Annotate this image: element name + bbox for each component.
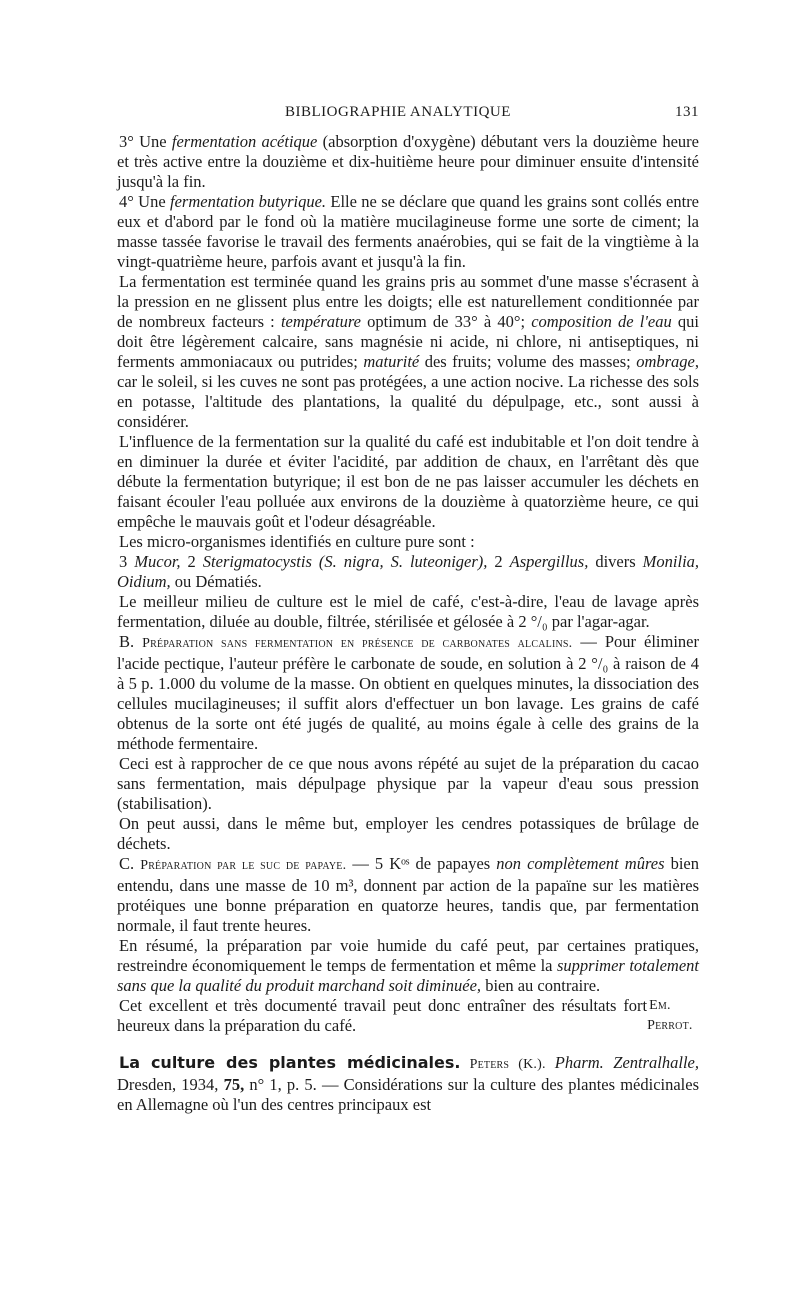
spacer bbox=[117, 1036, 699, 1053]
paragraph-liste-organismes: 3 Mucor, 2 Sterigmatocystis (S. nigra, S. luteoniger), 2 Aspergillus, divers Monilia, Oidium, ou Dématiés. bbox=[117, 552, 700, 591]
paragraph-milieu-culture: Le meilleur milieu de culture est le miel de café, c'est-à-dire, l'eau de lavage après fermentation, diluée au double, filtrée, stérilisée et gélosée à 2 °/₀ par l'agar-agar. bbox=[117, 592, 699, 631]
author-signature: Em. Perrot. bbox=[647, 998, 693, 1033]
running-title: BIBLIOGRAPHIE ANALYTIQUE bbox=[285, 104, 511, 120]
article-title: La culture des plantes médicinales. bbox=[119, 1053, 461, 1072]
paragraph-fin-fermentation: La fermentation est terminée quand les grains pris au sommet d'une masse s'écrasent à la pression en ne glissent plus entre les doigts; elle est naturellement conditionnée par de nombreux facteurs : température optimum de 33° à 40°; composition de l'eau qui doit être légèrement calcaire, sans magnésie ni acide, ni chlore, ni antiseptiques, ni ferments ammoniacaux ou putrides; maturité des fruits; volume des masses; ombrage, car le soleil, si les cuves ne sont pas protégées, a une action nocive. La richesse des sols en potasse, l'altitude des plantations, la qualité du dépulpage, etc., sont aussi à considérer. bbox=[117, 272, 699, 431]
paragraph-cacao: Ceci est à rapprocher de ce que nous avons répété au sujet de la préparation du cacao sans fermentation, mais dépulpage physique par la vapeur d'eau sous pression (stabilisation). bbox=[117, 754, 699, 813]
paragraph-fermentation-acetique: 3° Une fermentation acétique (absorption d'oxygène) débutant vers la douzième heure et très active entre la douzième et dix-huitième heure pour diminuer ensuite d'intensité jusqu'à la fin. bbox=[117, 132, 699, 191]
paragraph-resume: En résumé, la préparation par voie humide du café peut, par certaines pratiques, restreindre économiquement le temps de fermentation et même la supprimer totalement sans que la qualité du produit marchand soit diminuée, bien au contraire. bbox=[117, 936, 699, 995]
paragraph-section-c: C. Préparation par le suc de papaye. — 5 Kᵒˢ de papayes non complètement mûres bien entendu, dans une masse de 10 m³, donnent par action de la papaïne sur les matières protéiques une bonne préparation en quatorze heures, tandis que, par fermentation normale, il faut trente heures. bbox=[117, 854, 699, 935]
paragraph-cendres: On peut aussi, dans le même but, employer les cendres potassiques de brûlage de déchets. bbox=[117, 814, 699, 853]
paragraph-section-b: B. Préparation sans fermentation en présence de carbonates alcalins. — Pour éliminer l'acide pectique, l'auteur préfère le carbonate de soude, en solution à 2 °/₀ à raison de 4 à 5 p. 1.000 du volume de la masse. On obtient en quelques minutes, la dissociation des cellules mucilagineuses; il suffit alors d'effectuer un bon lavage. Les grains de café obtenus de la sorte ont été jugés de qualité, au moins égale à celle des grains de la méthode fermentaire. bbox=[117, 632, 699, 753]
paragraph-plantes-medicinales: La culture des plantes médicinales. Peters (K.). Pharm. Zentralhalle, Dresden, 1934, 75, n° 1, p. 5. — Considérations sur la culture des plantes médicinales en Allemagne où l'un des centres principaux est bbox=[117, 1053, 700, 1114]
page-number: 131 bbox=[675, 104, 699, 120]
running-header bbox=[117, 104, 699, 126]
paragraph-conclusion: Cet excellent et très documenté travail peut donc entraîner des résultats fort heureux dans la préparation du café. Em. Perrot. bbox=[117, 996, 699, 1036]
paragraph-micro-organismes: Les micro-organismes identifiés en culture pure sont : bbox=[119, 532, 475, 551]
body-text bbox=[117, 132, 699, 1115]
paragraph-fermentation-butyrique: 4° Une fermentation butyrique. Elle ne se déclare que quand les grains sont collés entre eux et d'abord par le fond où la matière mucilagineuse forme une sorte de ciment; la masse tassée favorise le travail des ferments anaérobies, qui se fait de la vingtième à la vingt-quatrième heure, parfois avant et jusqu'à la fin. bbox=[117, 192, 700, 271]
paragraph-influence: L'influence de la fermentation sur la qualité du café est indubitable et l'on doit tendre à en diminuer la durée et éviter l'acidité, par addition de chaux, en l'arrêtant dès que débute la fermentation butyrique; il est bon de ne pas laisser accumuler les déchets en faisant écouler l'eau polluée aux environs de la douzième à quatorzième heure, ce qui empêche le mauvais goût et l'odeur désagréable. bbox=[117, 432, 699, 531]
